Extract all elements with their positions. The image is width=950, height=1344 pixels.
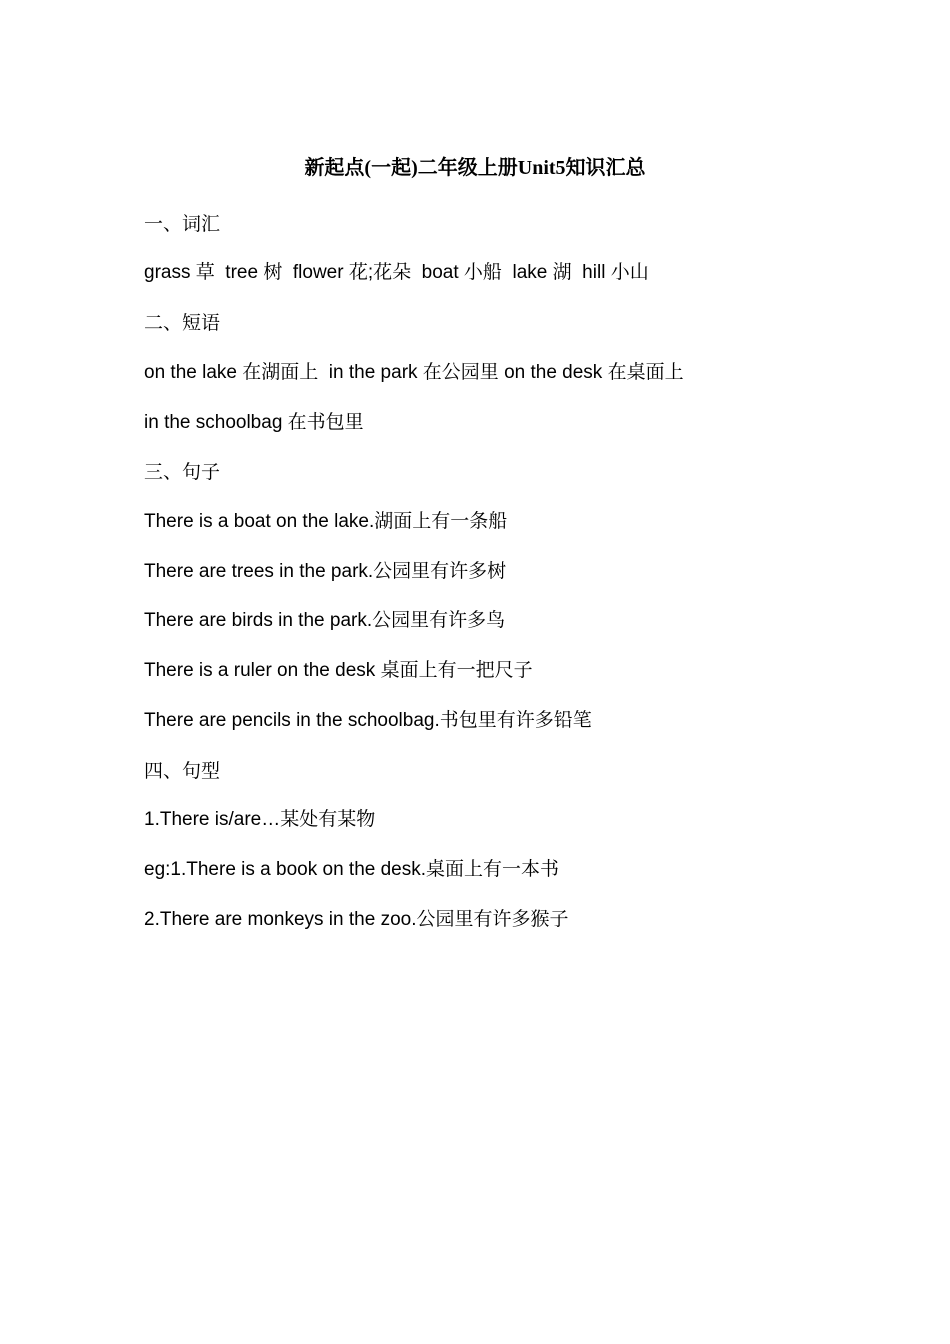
example-line-2: 2.There are monkeys in the zoo.公园里有许多猴子 [144, 909, 569, 930]
sentence-line: There is a boat on the lake.湖面上有一条船 [144, 511, 508, 532]
example-line-1: eg:1.There is a book on the desk.桌面上有一本书 [144, 859, 560, 880]
sentence-line: There are pencils in the schoolbag.书包里有许多铅笔 [144, 710, 592, 731]
section-heading-phrases: 二、短语 [144, 312, 221, 334]
section-heading-patterns: 四、句型 [144, 760, 221, 782]
phrases-line-2: in the schoolbag 在书包里 [144, 412, 364, 433]
phrases-line-1: on the lake 在湖面上 in the park 在公园里 on the desk 在桌面上 [144, 362, 684, 383]
document-title: 新起点(一起)二年级上册Unit5知识汇总 [304, 157, 646, 179]
vocabulary-line: grass 草 tree 树 flower 花;花朵 boat 小船 lake 湖 hill 小山 [144, 262, 649, 283]
sentence-line: There are trees in the park.公园里有许多树 [144, 561, 507, 582]
sentence-line: There are birds in the park.公园里有许多鸟 [144, 610, 506, 631]
section-heading-vocabulary: 一、词汇 [144, 213, 221, 235]
pattern-line: 1.There is/are…某处有某物 [144, 809, 376, 830]
sentence-line: There is a ruler on the desk 桌面上有一把尺子 [144, 660, 533, 681]
section-heading-sentences: 三、句子 [144, 461, 221, 483]
